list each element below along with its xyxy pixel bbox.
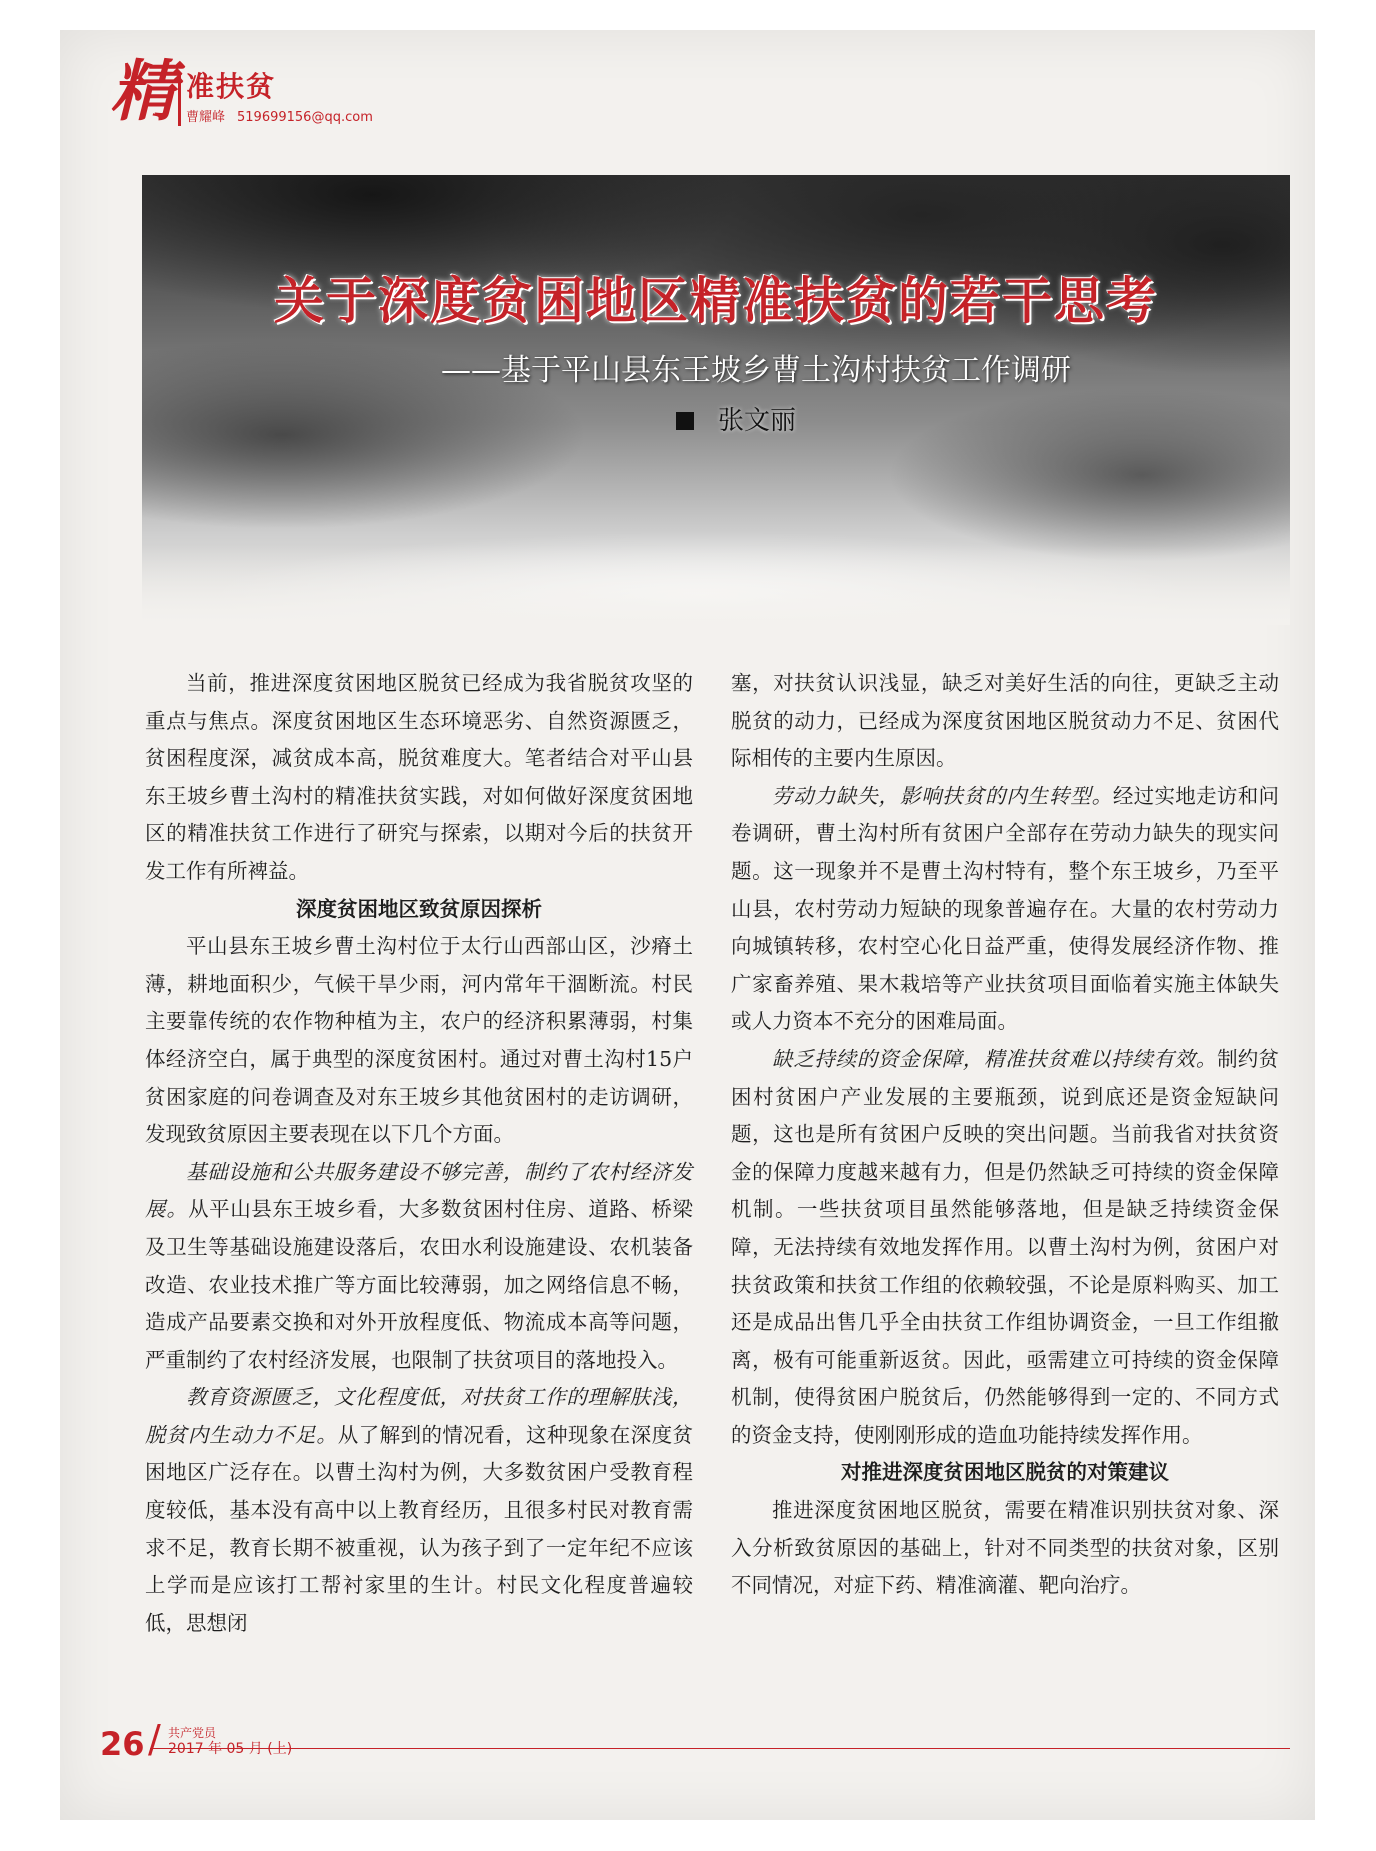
paragraph-labor xyxy=(731,778,1279,1041)
paragraph-body: 经过实地走访和问卷调研，曹土沟村所有贫困户全部存在劳动力缺失的现实问题。这一现象并不是曹土沟村特有，整个东王坡乡，乃至平山县，农村劳动力短缺的现象普遍存在。大量的农村劳动力向城镇转移，农村空心化日益严重，使得发展经济作物、推广家畜养殖、果木栽培等产业扶贫项目面临着实施主体缺失或人力资本不充分的困难局面。 xyxy=(731,783,1280,1034)
paragraph-body: 制约贫困村贫困户产业发展的主要瓶颈，说到底还是资金短缺问题，这也是所有贫困户反映的突出问题。当前我省对扶贫资金的保障力度越来越有力，但是仍然缺乏可持续的资金保障机制。一些扶贫项目虽然能够落地，但是缺乏持续资金保障，无法持续有效地发挥作用。以曹土沟村为例，贫困户对扶贫政策和扶贫工作组的依赖较强，不论是原料购买、加工还是成品出售几乎全由扶贫工作组协调资金，一旦工作组撤离，极有可能重新返贫。因此，亟需建立可持续的资金保障机制，使得贫困户脱贫后，仍然能够得到一定的、不同方式的资金支持，使刚刚形成的造血功能持续发挥作用。 xyxy=(731,1046,1280,1447)
author-name: 张文丽 xyxy=(717,406,796,436)
title-banner-photo xyxy=(142,175,1290,625)
issue-date: 2017 年 05 月 (上) xyxy=(168,1741,293,1757)
section-heading-suggestions: 对推进深度贫困地区脱贫的对策建议 xyxy=(841,1460,1169,1485)
editor-name: 曹耀峰 xyxy=(186,110,226,125)
section-header xyxy=(186,70,373,125)
editor-email: 519699156@qq.com xyxy=(237,110,373,125)
article-title: 关于深度贫困地区精准扶贫的若干思考 xyxy=(274,271,1158,330)
intro-paragraph: 当前，推进深度贫困地区脱贫已经成为我省脱贫攻坚的重点与焦点。深度贫困地区生态环境恶劣、自然资源匮乏，贫困程度深，减贫成本高，脱贫难度大。笔者结合对平山县东王坡乡曹土沟村的精准扶贫实践，对如何做好深度贫困地区的精准扶贫工作进行了研究与探索，以期对今后的扶贫开发工作有所裨益。 xyxy=(145,671,693,883)
footer-slash: / xyxy=(148,1717,161,1761)
article-author xyxy=(142,400,1290,437)
paragraph-funding xyxy=(731,1041,1279,1455)
paragraph-body: 从平山县东王坡乡看，大多数贫困村住房、道路、桥梁及卫生等基础设施建设落后，农田水利设施建设、农机装备改造、农业技术推广等方面比较薄弱，加之网络信息不畅，造成产品要素交换和对外开放程度低、物流成本高等问题，严重制约了农村经济发展，也限制了扶贫项目的落地投入。 xyxy=(145,1197,694,1372)
paragraph-body: 从了解到的情况看，这种现象在深度贫困地区广泛存在。以曹土沟村为例，大多数贫困户受教育程度较低，基本没有高中以上教育经历，且很多村民对教育需求不足，教育长期不被重视，认为孩子到了一定年纪不应该上学而是应该打工帮衬家里的生计。村民文化程度普遍较低，思想闭 xyxy=(145,1422,694,1635)
section-title: 准扶贫 xyxy=(186,70,277,103)
left-column xyxy=(145,665,693,1642)
paragraph-lead: 劳动力缺失，影响扶贫的内生转型。 xyxy=(772,783,1113,808)
page-number: 26 xyxy=(100,1725,145,1763)
section-logo-char: 精 xyxy=(110,52,176,130)
paragraph-lead: 教育资源匮乏，文化程度低，对扶贫工作的理解肤浅，脱贫内生动力不足。 xyxy=(145,1385,693,1447)
section-editor xyxy=(186,106,373,125)
paragraph-lead: 基础设施和公共服务建设不够完善，制约了农村经济发展。 xyxy=(145,1159,693,1222)
author-square-icon xyxy=(676,412,694,430)
footer-meta xyxy=(168,1726,292,1758)
footer-rule xyxy=(150,1748,1290,1749)
paragraph-infrastructure xyxy=(145,1154,693,1380)
paragraph-village-overview: 平山县东王坡乡曹土沟村位于太行山西部山区，沙瘠土薄，耕地面积少，气候干旱少雨，河内常年干涸断流。村民主要靠传统的农作物种植为主，农户的经济积累薄弱，村集体经济空白，属于典型的深度贫困村。通过对曹土沟村15户贫困家庭的问卷调查及对东王坡乡其他贫困村的走访调研，发现致贫原因主要表现在以下几个方面。 xyxy=(145,934,693,1147)
magazine-name: 共产党员 xyxy=(168,1726,217,1740)
paragraph-suggestions: 推进深度贫困地区脱贫，需要在精准识别扶贫对象、深入分析致贫原因的基础上，针对不同类型的扶贫对象，区别不同情况，对症下药、精准滴灌、靶向治疗。 xyxy=(731,1498,1279,1598)
right-column xyxy=(731,665,1279,1605)
paragraph-lead: 缺乏持续的资金保障，精准扶贫难以持续有效。 xyxy=(772,1046,1218,1071)
section-heading-causes: 深度贫困地区致贫原因探析 xyxy=(296,896,542,921)
article-subtitle: ——基于平山县东王坡乡曹土沟村扶贫工作调研 xyxy=(441,353,1071,388)
section-divider xyxy=(178,72,181,126)
paragraph-education xyxy=(145,1379,693,1642)
magazine-page xyxy=(60,30,1315,1820)
paragraph-continued: 塞，对扶贫认识浅显，缺乏对美好生活的向往，更缺乏主动脱贫的动力，已经成为深度贫困地区脱贫动力不足、贫困代际相传的主要内生原因。 xyxy=(731,671,1279,771)
